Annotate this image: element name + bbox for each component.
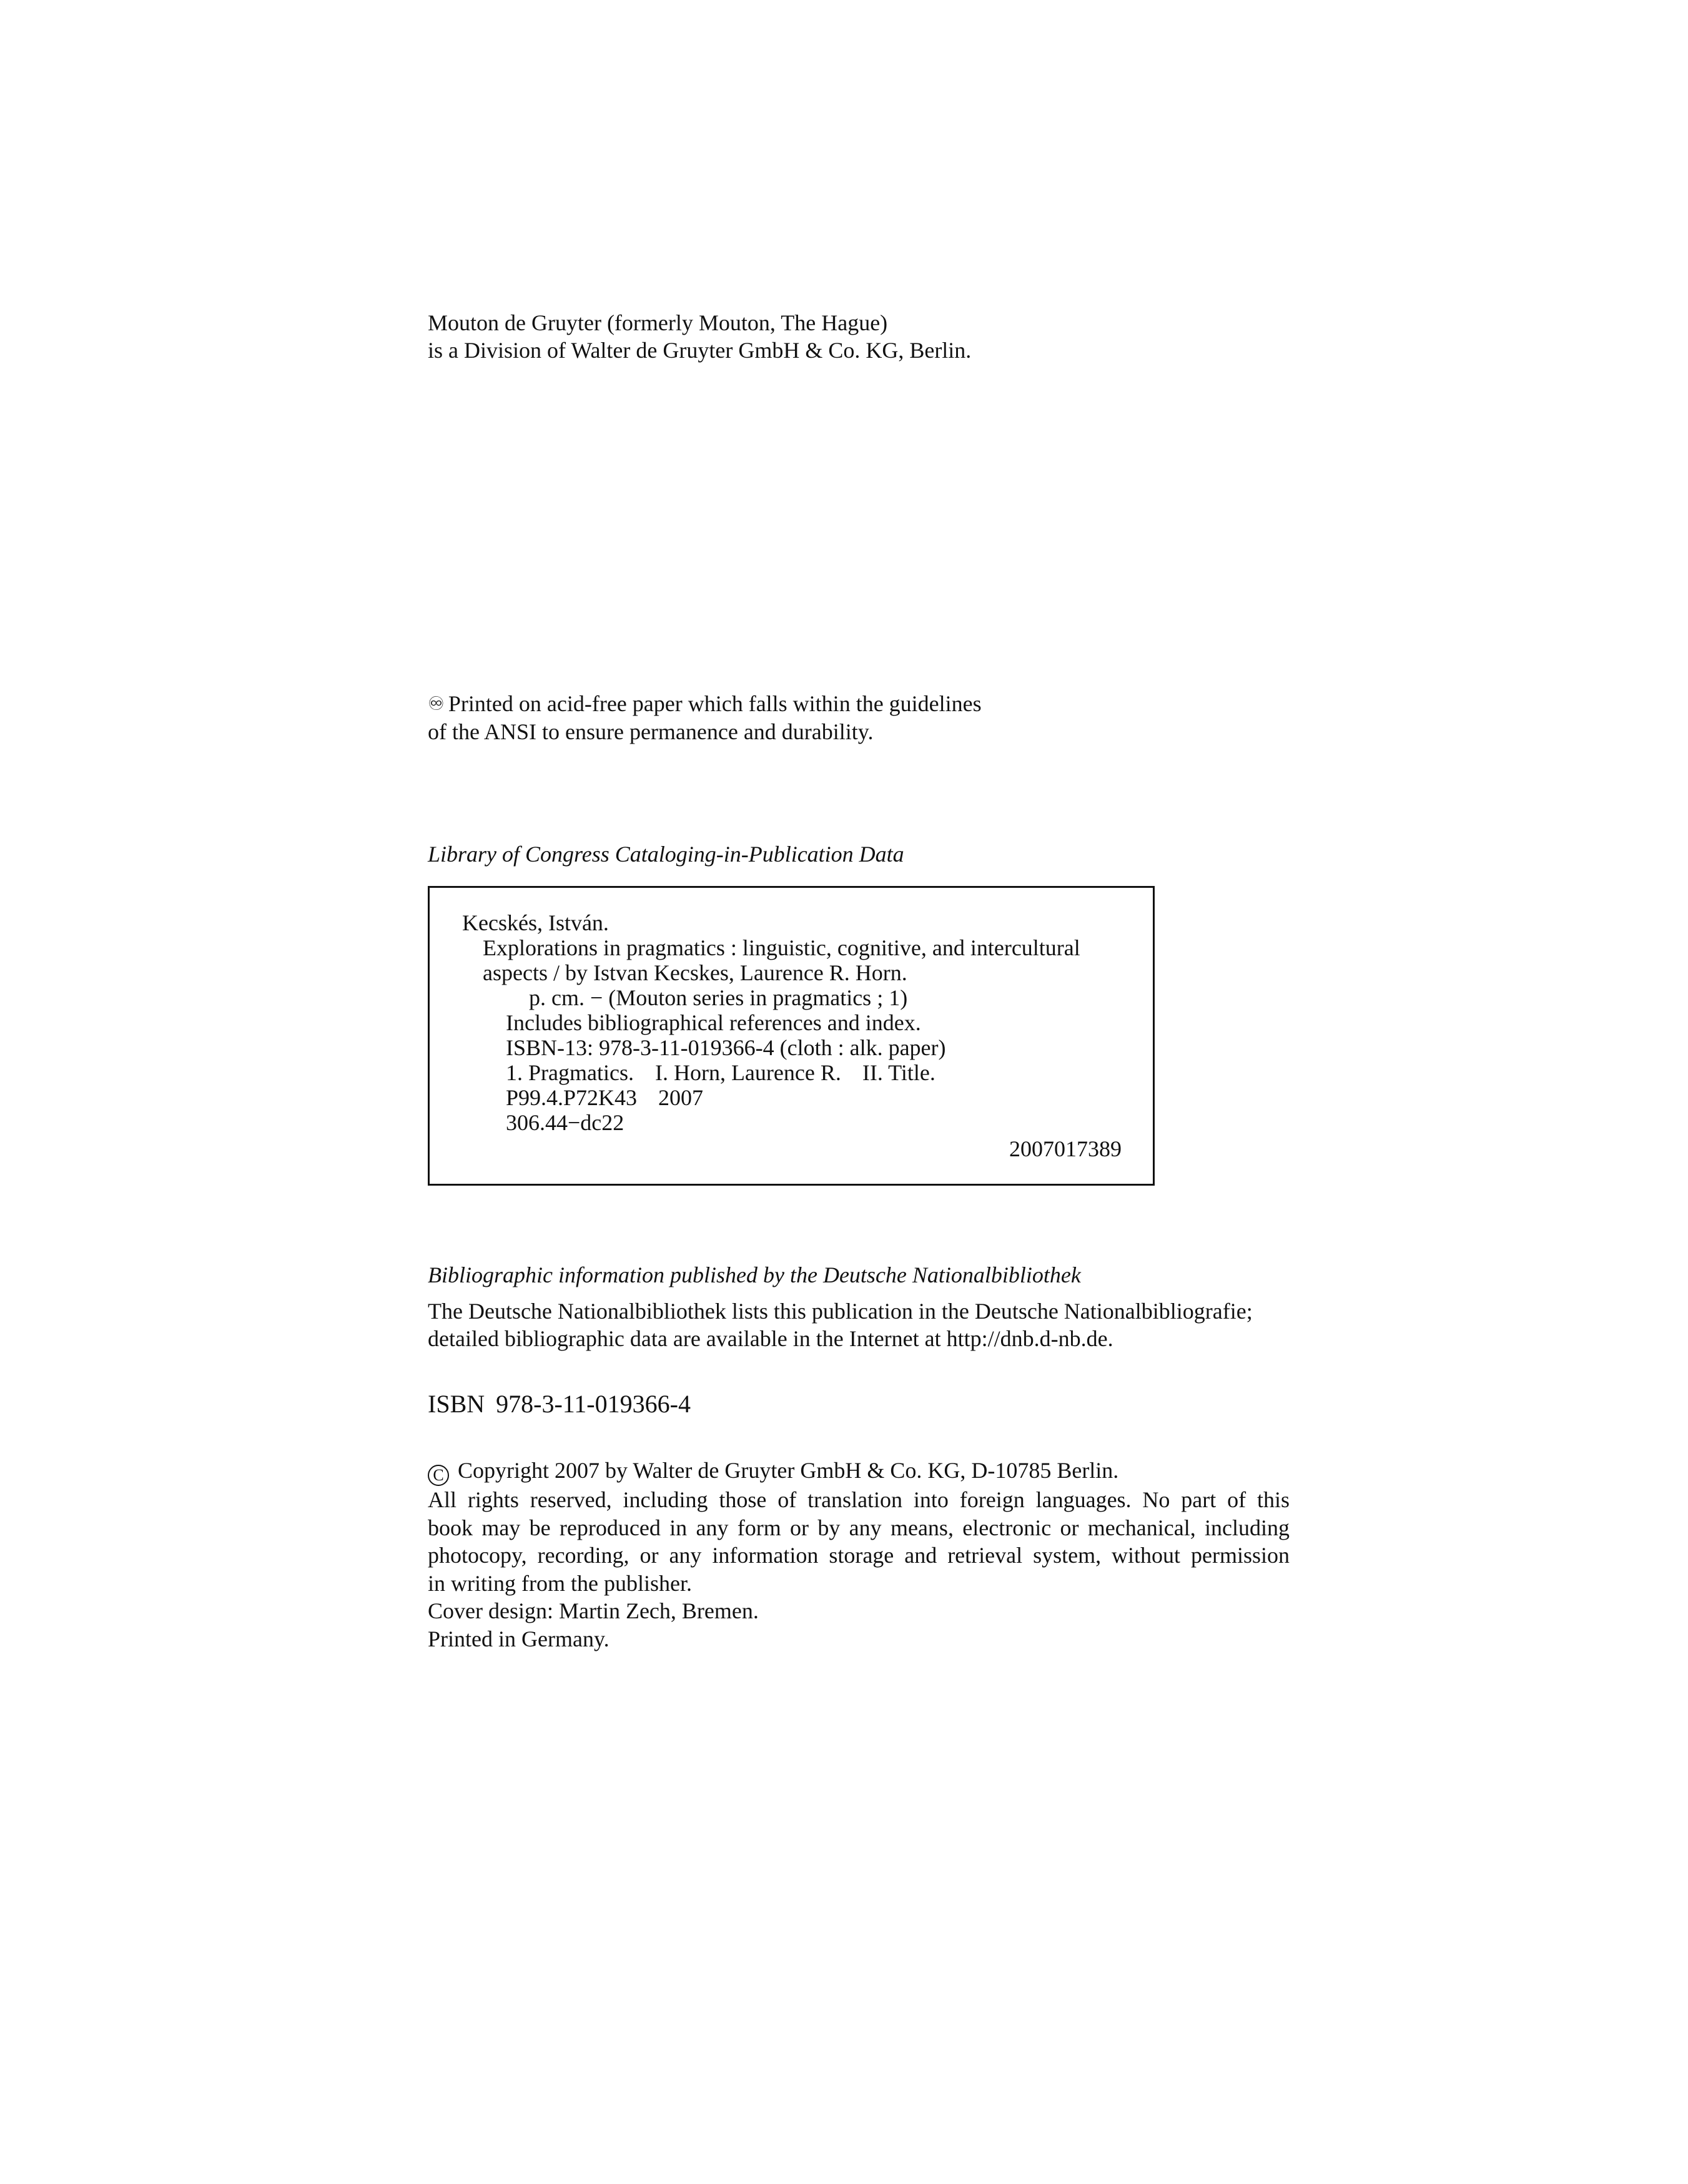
cip-isbn: ISBN-13: 978-3-11-019366-4 (cloth : alk. paper) [506, 1035, 946, 1060]
acid-free-line-2: of the ANSI to ensure permanence and durability. [428, 719, 874, 744]
copyright-line: Copyright 2007 by Walter de Gruyter GmbH & Co. KG, D-10785 Berlin. [458, 1458, 1119, 1483]
rights-line-2: book may be reproduced in any form or by any means, electronic or mechanical, including [428, 1515, 1290, 1540]
dnb-heading: Bibliographic information published by the Deutsche Nationalbibliothek [428, 1262, 1081, 1287]
dnb-statement [428, 1297, 1253, 1352]
rights-line-4: in writing from the publisher. [428, 1570, 692, 1596]
copyright-icon: C [428, 1465, 449, 1486]
cip-lccn: 2007017389 [1009, 1136, 1122, 1161]
cip-notes: Includes bibliographical references and index. [506, 1010, 921, 1035]
copyright-notice [428, 1457, 1290, 1653]
cip-subjects [506, 1060, 935, 1085]
cip-lcc-number: P99.4.P72K43 [506, 1085, 638, 1110]
cip-lcc-year: 2007 [658, 1085, 704, 1110]
isbn-number: 978-3-11-019366-4 [496, 1390, 691, 1418]
publisher-line-1: Mouton de Gruyter (formerly Mouton, The Hague) [428, 310, 888, 335]
isbn-label: ISBN [428, 1390, 485, 1418]
infinity-icon: ♾ [428, 694, 445, 714]
loc-cip-heading: Library of Congress Cataloging-in-Publication Data [428, 842, 904, 867]
isbn-line [428, 1389, 691, 1419]
dnb-line-2: detailed bibliographic data are available in the Internet at http://dnb.d-nb.de. [428, 1326, 1113, 1351]
cip-data-box [428, 886, 1155, 1186]
rights-line-1: All rights reserved, including those of translation into foreign languages. No part of this [428, 1487, 1290, 1512]
cip-subject-3: II. Title. [862, 1060, 935, 1085]
acid-free-paper-notice [428, 690, 982, 745]
dnb-line-1: The Deutsche Nationalbibliothek lists this publication in the Deutsche Nationalbibliografie; [428, 1299, 1253, 1324]
cip-title-line-2: aspects / by Istvan Kecskes, Laurence R. Horn. [483, 960, 907, 985]
cip-lcc [506, 1085, 703, 1110]
cip-ddc: 306.44−dc22 [506, 1110, 624, 1135]
printed-in: Printed in Germany. [428, 1626, 610, 1651]
cip-subject-2: I. Horn, Laurence R. [654, 1060, 841, 1085]
cip-physical-description: p. cm. − (Mouton series in pragmatics ; 1) [529, 985, 908, 1010]
cip-author: Kecskés, István. [462, 910, 609, 935]
acid-free-line-1: Printed on acid-free paper which falls within the guidelines [448, 691, 982, 716]
cover-design-credit: Cover design: Martin Zech, Bremen. [428, 1598, 759, 1623]
rights-line-3: photocopy, recording, or any information storage and retrieval system, without permission [428, 1543, 1290, 1568]
publisher-line-2: is a Division of Walter de Gruyter GmbH & Co. KG, Berlin. [428, 338, 972, 363]
cip-subject-1: 1. Pragmatics. [506, 1060, 634, 1085]
publisher-statement [428, 309, 971, 364]
cip-title-line-1: Explorations in pragmatics : linguistic, cognitive, and intercultural [483, 935, 1080, 960]
